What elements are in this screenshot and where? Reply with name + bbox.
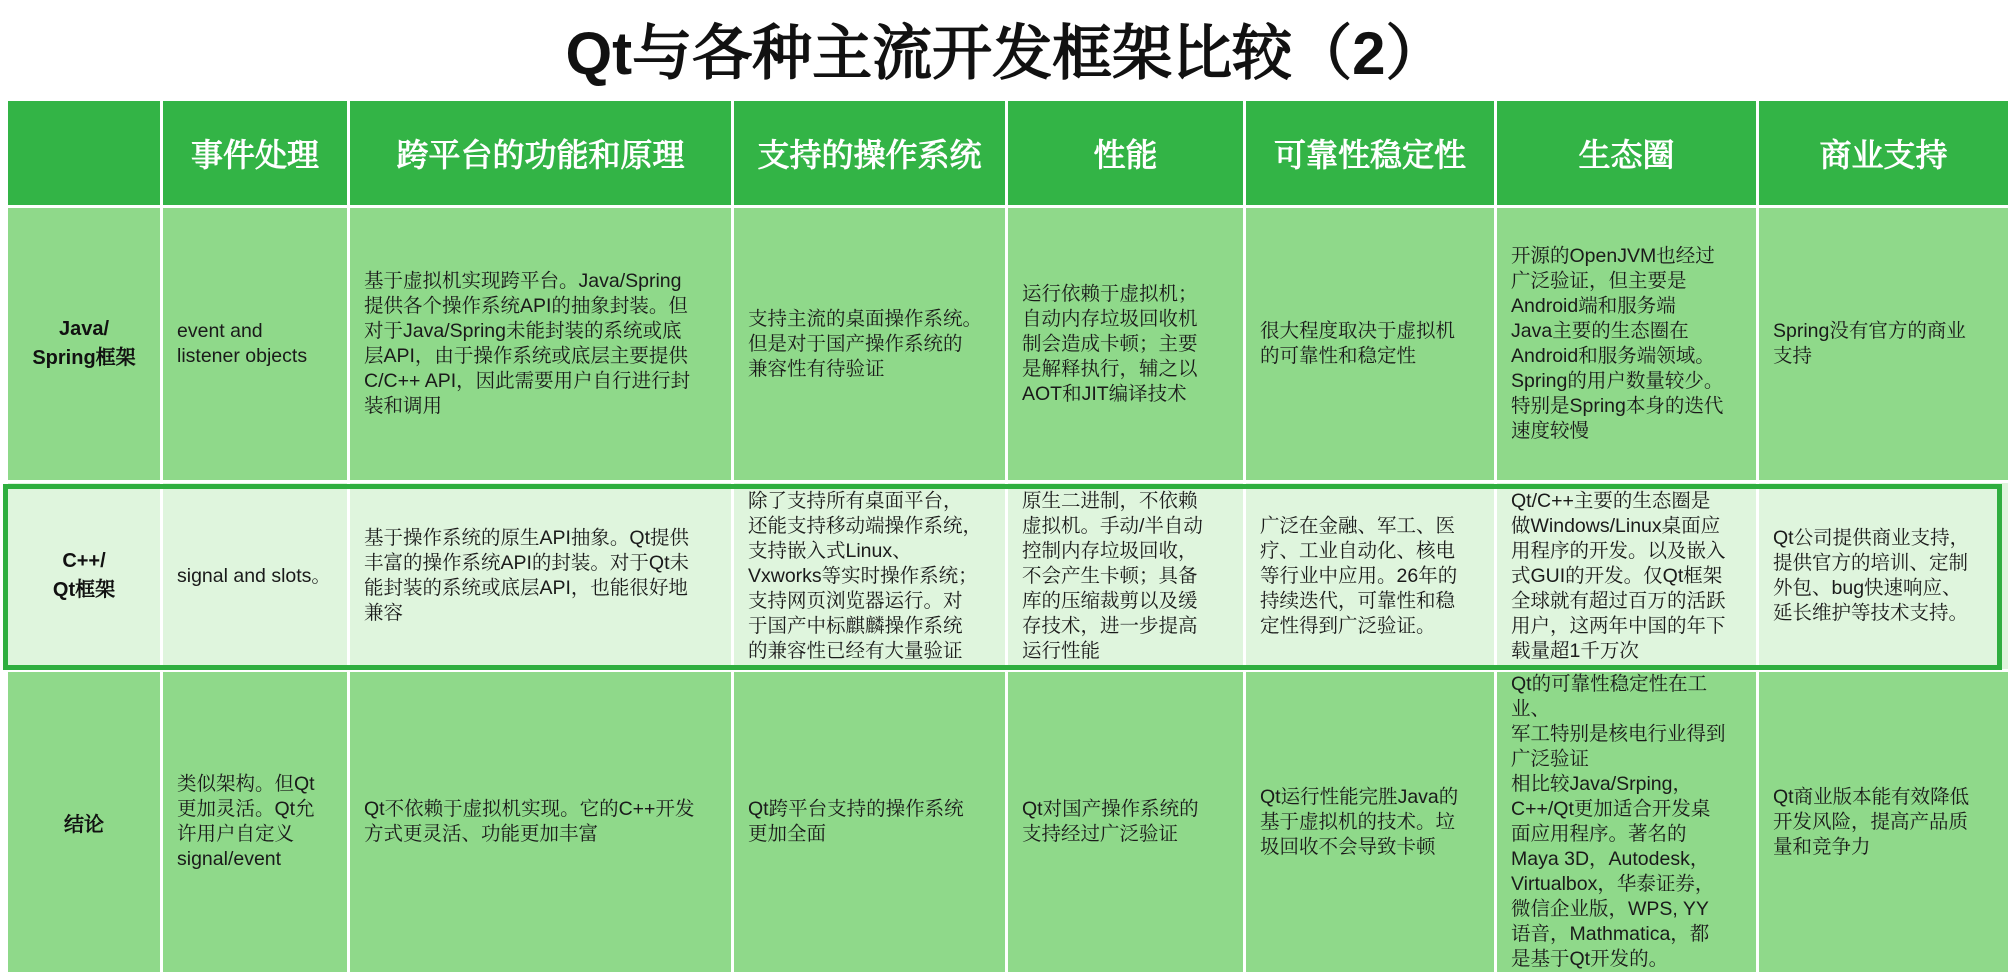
header-corner [7, 100, 162, 207]
table-cell: Qt对国产操作系统的 支持经过广泛验证 [1007, 671, 1245, 974]
table-cell: Qt不依赖于虚拟机实现。它的C++开发 方式更灵活、功能更加丰富 [349, 671, 733, 974]
table-row-cpp-qt [7, 482, 2010, 671]
header-commercial-support: 商业支持 [1758, 100, 2010, 207]
row-header-cpp-qt: C++/ Qt框架 [7, 482, 162, 671]
page-title: Qt与各种主流开发框架比较（2） [565, 20, 1446, 87]
table-cell: Qt的可靠性稳定性在工业、 军工特别是核电行业得到 广泛验证 相比较Java/Srping， C++/Qt更加适合开发桌 面应用程序。著名的 Maya 3D，Autodesk， Virtualbox，华泰证券， 微信企业版，WPS, YY 语音，Mathmatica，都 是基于Qt开发的。 [1496, 671, 1758, 974]
table-cell: 原生二进制，不依赖 虚拟机。手动/半自动 控制内存垃圾回收， 不会产生卡顿；具备 库的压缩裁剪以及缓 存技术，进一步提高 运行性能 [1007, 482, 1245, 671]
table-cell: Qt公司提供商业支持， 提供官方的培训、定制 外包、bug快速响应、 延长维护等技术支持。 [1758, 482, 2010, 671]
table-cell: Qt/C++主要的生态圈是 做Windows/Linux桌面应 用程序的开发。以及嵌入 式GUI的开发。仅Qt框架 全球就有超过百万的活跃 用户，这两年中国的年下 载量超1千万次 [1496, 482, 1758, 671]
table-cell: 类似架构。但Qt 更加灵活。Qt允 许用户自定义 signal/event [162, 671, 349, 974]
table-cell: 运行依赖于虚拟机； 自动内存垃圾回收机 制会造成卡顿；主要 是解释执行，辅之以 AOT和JIT编译技术 [1007, 207, 1245, 482]
header-reliability: 可靠性稳定性 [1245, 100, 1496, 207]
table-row-java-spring [7, 207, 2010, 482]
table-cell: 基于操作系统的原生API抽象。Qt提供 丰富的操作系统API的封装。对于Qt未 能封装的系统或底层API，也能很好地 兼容 [349, 482, 733, 671]
table-cell: 除了支持所有桌面平台， 还能支持移动端操作系统， 支持嵌入式Linux、 Vxworks等实时操作系统； 支持网页浏览器运行。对 于国产中标麒麟操作系统 的兼容性已经有大量验证 [733, 482, 1007, 671]
table-cell: event and listener objects [162, 207, 349, 482]
table-row-conclusion [7, 671, 2010, 974]
header-event-handling: 事件处理 [162, 100, 349, 207]
comparison-table [5, 98, 2011, 975]
header-row [7, 100, 2010, 207]
table-cell: Qt跨平台支持的操作系统 更加全面 [733, 671, 1007, 974]
table-cell: 支持主流的桌面操作系统。 但是对于国产操作系统的 兼容性有待验证 [733, 207, 1007, 482]
table-cell: 广泛在金融、军工、医 疗、工业自动化、核电 等行业中应用。26年的 持续迭代，可靠性和稳 定性得到广泛验证。 [1245, 482, 1496, 671]
header-performance: 性能 [1007, 100, 1245, 207]
table-cell: 很大程度取决于虚拟机 的可靠性和稳定性 [1245, 207, 1496, 482]
row-header-java-spring: Java/ Spring框架 [7, 207, 162, 482]
header-cross-platform: 跨平台的功能和原理 [349, 100, 733, 207]
table-cell: 开源的OpenJVM也经过 广泛验证，但主要是 Android端和服务端 Java主要的生态圈在 Android和服务端领域。 Spring的用户数量较少。 特别是Spring本身的迭代 速度较慢 [1496, 207, 1758, 482]
table-cell: Qt运行性能完胜Java的 基于虚拟机的技术。垃 圾回收不会导致卡顿 [1245, 671, 1496, 974]
table-cell: signal and slots。 [162, 482, 349, 671]
header-ecosystem: 生态圈 [1496, 100, 1758, 207]
table-cell: 基于虚拟机实现跨平台。Java/Spring 提供各个操作系统API的抽象封装。但 对于Java/Spring未能封装的系统或底 层API，由于操作系统或底层主要提供 C/C++ API，因此需要用户自行进行封 装和调用 [349, 207, 733, 482]
table-cell: Qt商业版本能有效降低 开发风险，提高产品质 量和竞争力 [1758, 671, 2010, 974]
row-header-conclusion: 结论 [7, 671, 162, 974]
header-supported-os: 支持的操作系统 [733, 100, 1007, 207]
table-cell: Spring没有官方的商业 支持 [1758, 207, 2010, 482]
